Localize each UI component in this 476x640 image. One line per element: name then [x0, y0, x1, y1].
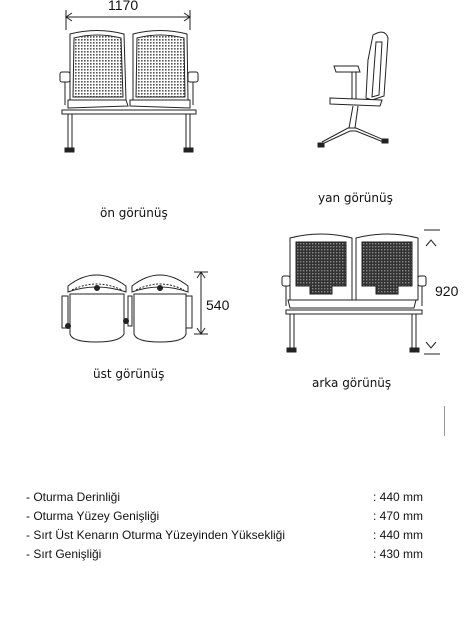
front-view-drawing — [60, 10, 198, 152]
back-view-label: arka görünüş — [312, 376, 392, 390]
spec-label: - Oturma Yüzey Genişliği — [26, 509, 160, 523]
divider-line — [444, 406, 445, 436]
spec-label: - Sırt Genişliği — [26, 547, 102, 561]
width-dimension: 1170 — [108, 0, 139, 13]
height-dimension: 920 — [435, 283, 459, 299]
side-view-drawing — [318, 32, 388, 147]
spec-value: : 440 mm — [373, 490, 424, 504]
spec-value: : 440 mm — [373, 528, 424, 542]
spec-value: : 470 mm — [373, 509, 424, 523]
top-view-label: üst görünüş — [93, 367, 165, 381]
front-view-label: ön görünüş — [100, 206, 168, 220]
back-view-drawing — [282, 230, 440, 354]
spec-list — [26, 488, 446, 564]
depth-dimension: 540 — [206, 297, 230, 313]
spec-value: : 430 mm — [373, 547, 424, 561]
spec-row — [26, 545, 446, 564]
side-view-label: yan görünüş — [318, 191, 393, 205]
spec-row — [26, 507, 446, 526]
spec-row — [26, 526, 446, 545]
spec-label: - Sırt Üst Kenarın Oturma Yüzeyinden Yüksekliği — [26, 528, 286, 542]
spec-label: - Oturma Derinliği — [26, 490, 121, 504]
top-view-drawing — [62, 272, 208, 342]
spec-row — [26, 488, 446, 507]
